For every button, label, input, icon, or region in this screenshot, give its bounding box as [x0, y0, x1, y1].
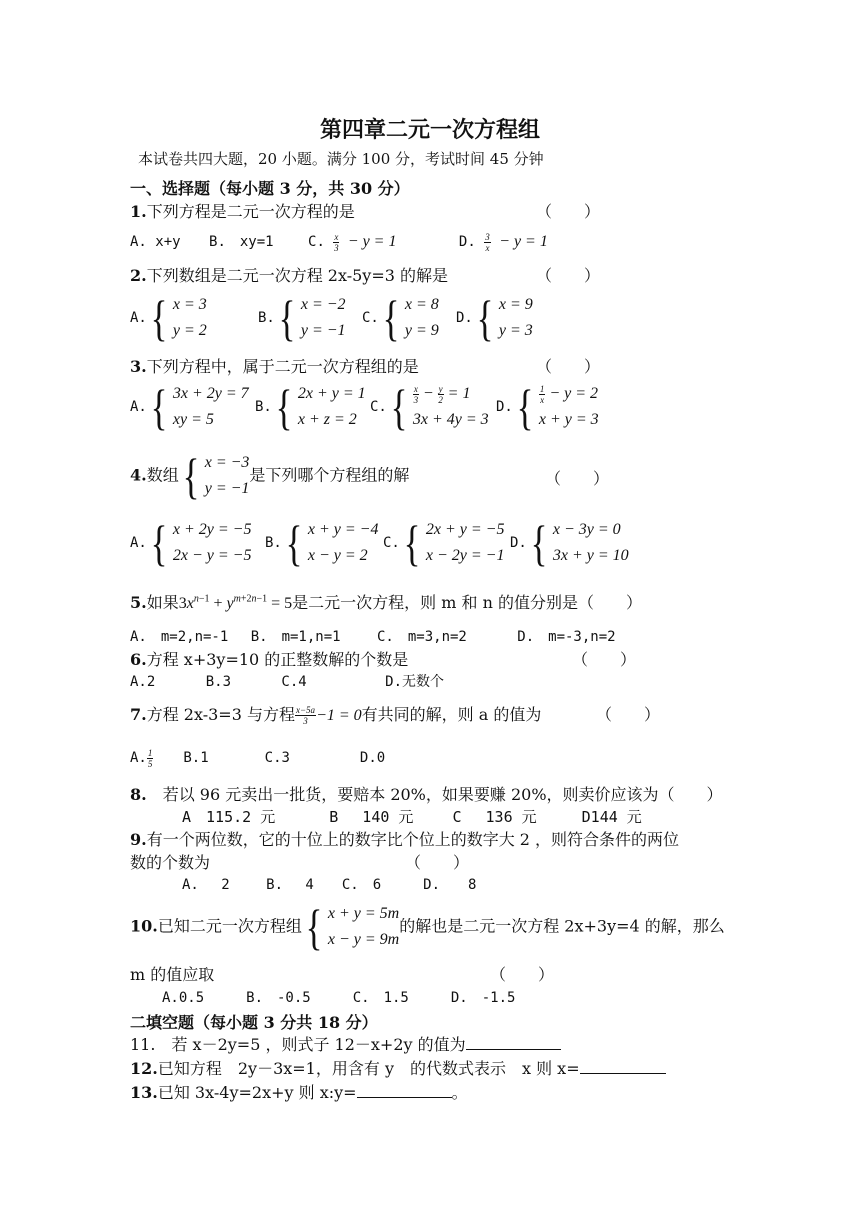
q5-options: A. m=2,n=-1 B. m=1,n=1 C. m=3,n=2 D. m=-3,n=2 [130, 629, 616, 645]
question-10: 10.已知二元一次方程组 { x + y = 5m x − y = 9m 的解也是二元一次方程 2x+3y=4 的解，那么 [130, 899, 725, 955]
question-4: 4.数组 { x = −3 y = −1 是下列哪个方程组的解 [130, 448, 410, 504]
answer-paren: （ ） [545, 469, 610, 488]
answer-paren: （ ） [536, 202, 601, 221]
q3-option-d: D. { $\frac{1}{x}$ − y = 2 x + y = 3 [496, 379, 599, 435]
exam-info: 本试卷共四大题，20 小题。满分 100 分，考试时间 45 分钟 [138, 150, 544, 168]
q4-option-a: A. { x + 2y = −5 2x − y = −5 [130, 515, 252, 571]
q4-option-d: D. { x − 3y = 0 3x + y = 10 [510, 515, 629, 571]
question-5: 5.如果$3x^{n-1} + y^{m+2n-1} = 5$是二元一次方程，则 m 和 n 的值分别是（ ） [130, 593, 642, 612]
answer-paren: （ ） [536, 266, 601, 285]
answer-blank[interactable] [357, 1097, 452, 1098]
q4-option-b: B. { x + y = −4 x − y = 2 [265, 515, 379, 571]
question-9: 9.有一个两位数，它的十位上的数字比个位上的数字大 2 ，则符合条件的两位 [130, 830, 680, 849]
q1-options: A. x+y B. xy=1 C. $\frac{x}{3}$ − y = 1 D. $\frac{3}{x}$ − y = 1 [130, 231, 548, 253]
page-title: 第四章二元一次方程组 [319, 117, 540, 143]
q3-option-c: C. { $\frac{x}{3}$ − $\frac{y}{2}$ = 1 3x + 4y = 3 [370, 379, 489, 435]
q2-option-b: B. { x = −2 y = −1 [258, 290, 346, 346]
answer-blank[interactable] [580, 1073, 666, 1074]
q8-options: A 115.2 元 B 140 元 C 136 元 D144 元 [182, 808, 642, 826]
q3-option-a: A. { 3x + 2y = 7 xy = 5 [130, 379, 249, 435]
answer-blank[interactable] [466, 1049, 561, 1050]
section-heading-fill: 二填空题（每小题 3 分共 18 分） [130, 1013, 378, 1032]
q2-option-d: D. { x = 9 y = 3 [456, 290, 533, 346]
answer-paren: （ ） [572, 650, 637, 669]
question-6: 6.方程 x+3y=10 的正整数解的个数是 [130, 650, 409, 669]
answer-paren: （ ） [536, 357, 601, 376]
question-3: 3.下列方程中，属于二元一次方程组的是 [130, 357, 419, 376]
fraction: $\frac{3}{x}$ [485, 231, 490, 253]
answer-paren: （ ） [596, 705, 661, 724]
question-13: 13.已知 3x-4y=2x+y 则 x:y= 。 [130, 1083, 468, 1102]
section-heading-choice: 一、选择题（每小题 3 分，共 30 分） [130, 179, 410, 198]
question-text: 下列方程是二元一次方程的是 [146, 202, 355, 221]
question-11: 11. 若 x－2y=5 ，则式子 12－x+2y 的值为 [130, 1032, 561, 1055]
question-9-cont: 数的个数为 [130, 853, 211, 872]
answer-paren: （ ） [405, 853, 470, 872]
q10-options: A.0.5 B. -0.5 C. 1.5 D. -1.5 [162, 990, 516, 1006]
q6-options: A.2 B.3 C.4 D.无数个 [130, 674, 445, 690]
question-7: 7.方程 2x-3=3 与方程 $\frac{x-5a}{3}$ −1 = 0有共同的解，则 a 的值为 [130, 705, 542, 726]
question-8: 8. 若以 96 元卖出一批货，要赔本 20%，如果要赚 20%，则卖价应该为（ ） [130, 785, 723, 804]
q4-option-c: C. { 2x + y = −5 x − 2y = −1 [383, 515, 505, 571]
question-1: 1.下列方程是二元一次方程的是 [130, 202, 355, 221]
q7-options: A. $\frac{1}{5}$ B.1 C.3 D.0 [130, 747, 386, 769]
answer-paren: （ ） [490, 965, 555, 984]
q9-options: A. 2 B. 4 C. 6 D. 8 [182, 877, 477, 893]
question-12: 12.已知方程 2y－3x=1，用含有 y 的代数式表示 x 则 x= [130, 1056, 666, 1079]
q3-option-b: B. { 2x + y = 1 x + z = 2 [255, 379, 366, 435]
question-2: 2.下列数组是二元一次方程 2x-5y=3 的解是 [130, 266, 449, 285]
fraction: $\frac{x}{3}$ [334, 231, 339, 253]
question-10-cont: m 的值应取 [130, 965, 215, 984]
q2-option-c: C. { x = 8 y = 9 [362, 290, 439, 346]
q2-option-a: A. { x = 3 y = 2 [130, 290, 207, 346]
